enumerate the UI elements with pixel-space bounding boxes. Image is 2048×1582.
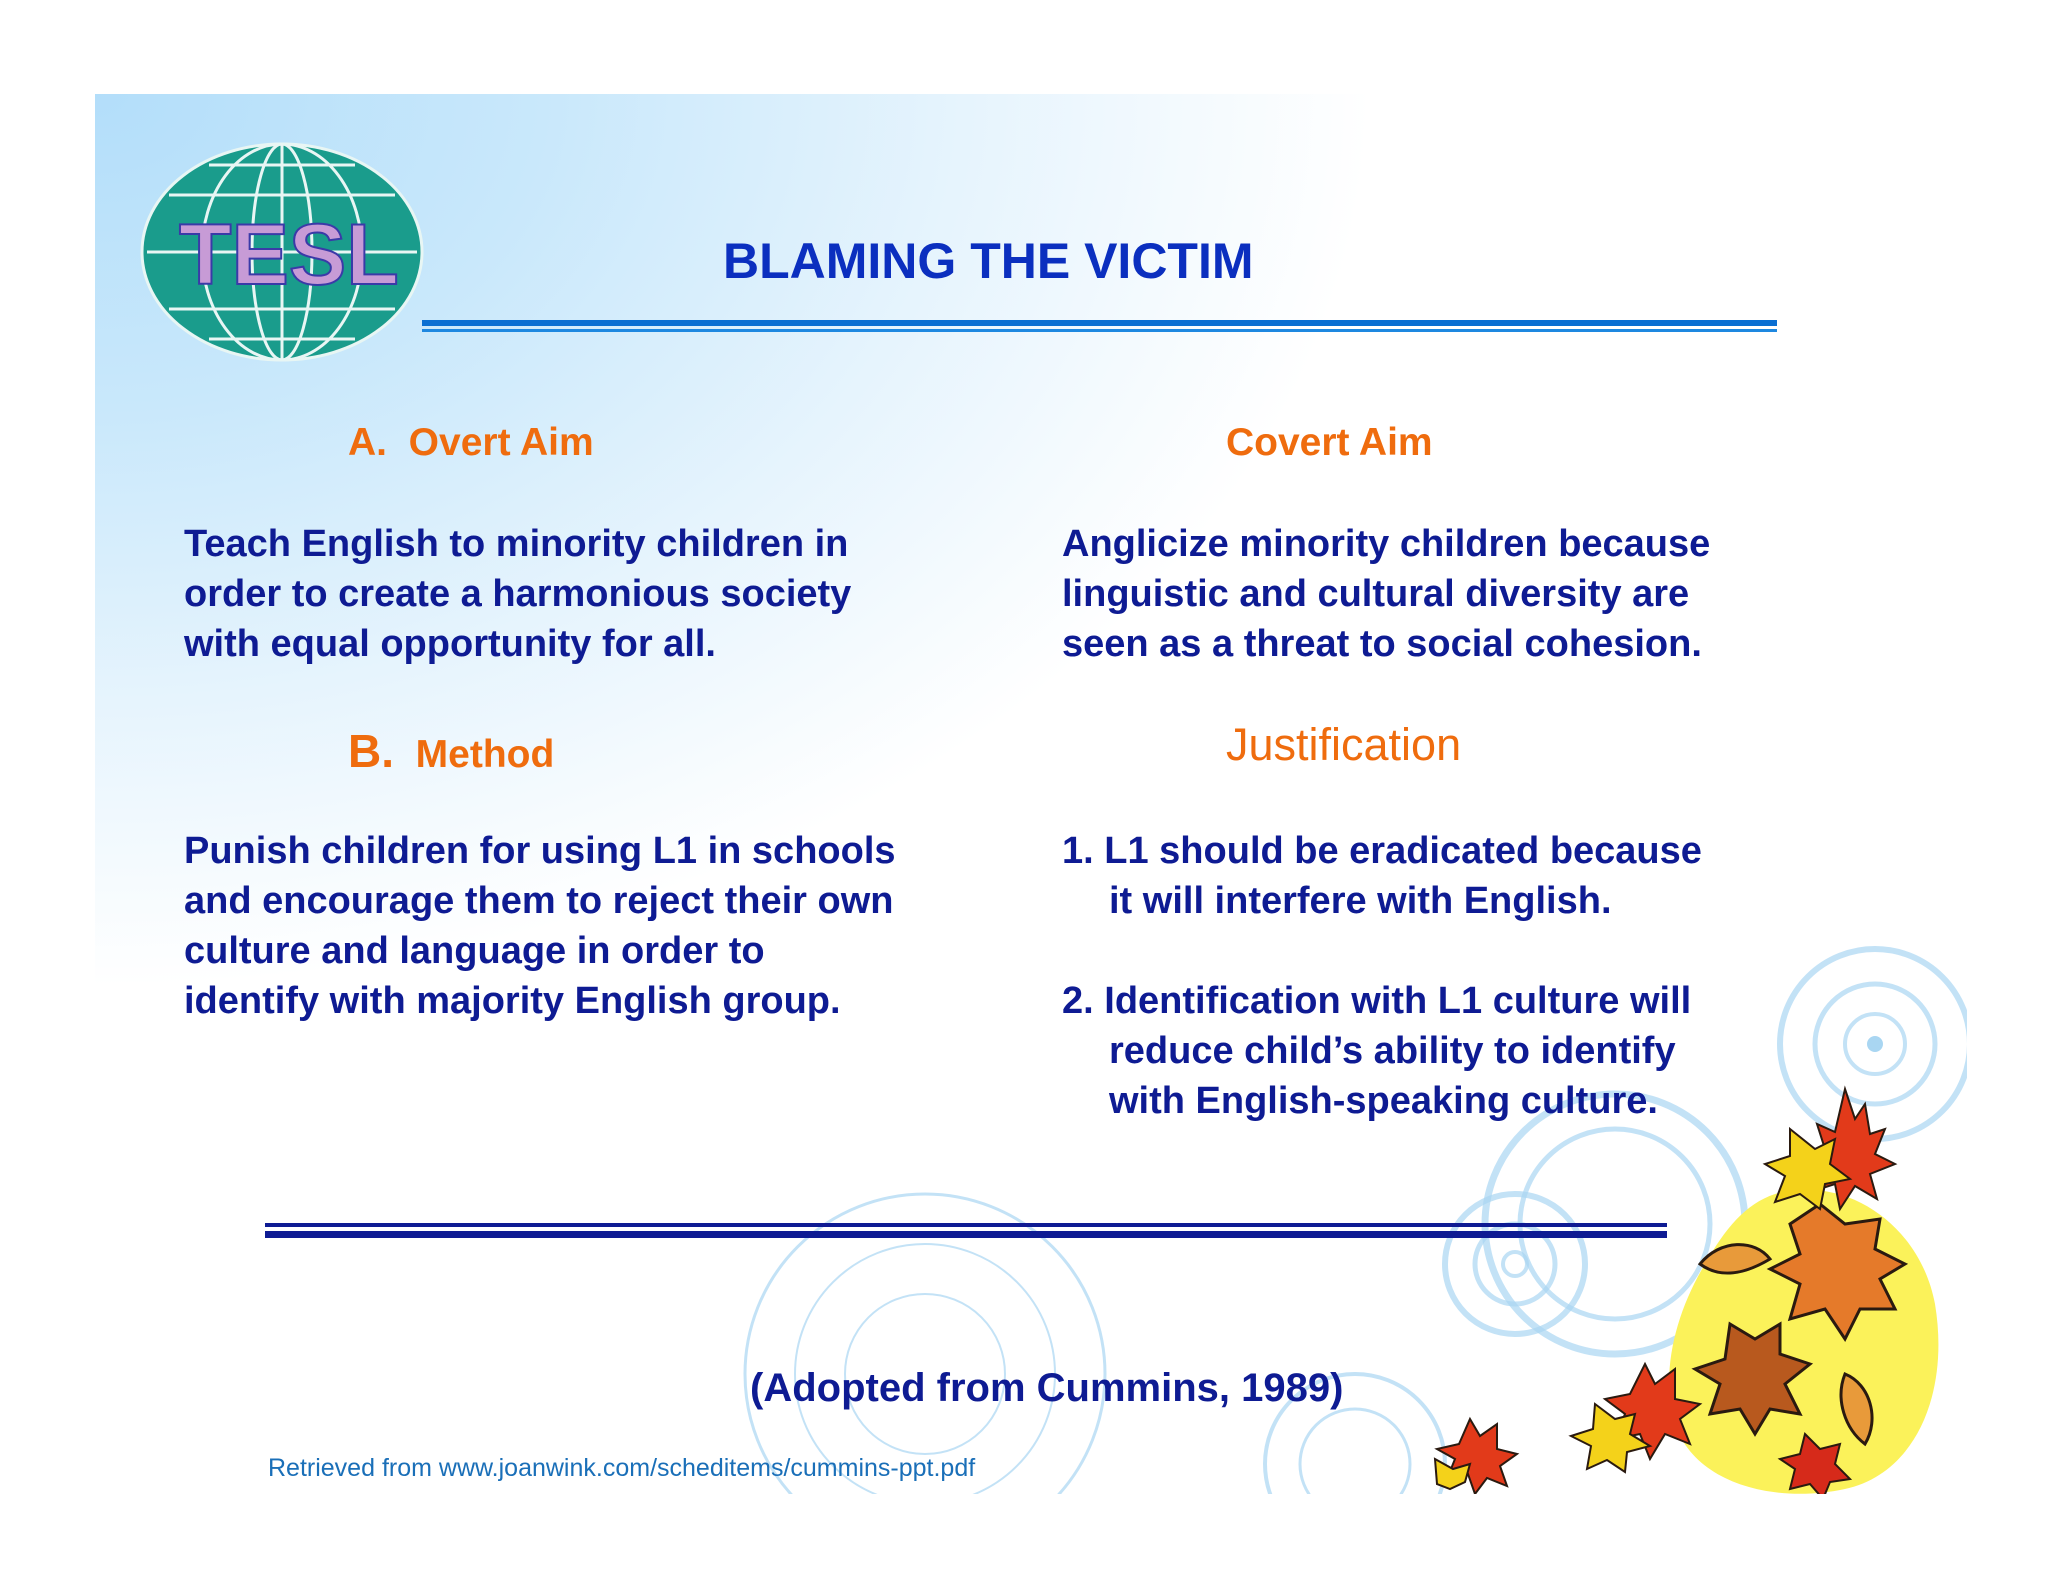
list-item <box>1062 826 1702 876</box>
heading-overt-aim <box>348 421 594 465</box>
text-line: Identification with L1 culture will <box>1104 980 1692 1022</box>
heading-justification: Justification <box>1226 719 1462 770</box>
text-line: culture and language in order to <box>184 930 765 972</box>
overt-aim-paragraph <box>184 519 851 669</box>
heading-covert-aim: Covert Aim <box>1226 421 1433 464</box>
text-line: Punish children for using L1 in schools <box>184 830 896 872</box>
tesl-globe-logo <box>139 140 429 365</box>
list-spacer <box>1062 926 1702 976</box>
heading-b-text: Method <box>415 733 555 776</box>
slide <box>95 94 1967 1494</box>
list-item <box>1062 976 1702 1026</box>
text-line: Anglicize minority children because <box>1062 523 1711 565</box>
citation: (Adopted from Cummins, 1989) <box>750 1366 1344 1410</box>
title-divider <box>422 320 1777 326</box>
text-line: Teach English to minority children in <box>184 523 849 565</box>
logo-text: TESL <box>179 207 399 303</box>
heading-a-text: Overt Aim <box>408 421 594 464</box>
text-line: with English-speaking culture. <box>1109 1080 1658 1122</box>
text-line: it will interfere with English. <box>1109 880 1612 922</box>
heading-method <box>348 724 554 778</box>
list-number: 2. <box>1062 980 1094 1022</box>
text-line: identify with majority English group. <box>184 980 841 1022</box>
text-line: with equal opportunity for all. <box>184 623 716 665</box>
text-line: L1 should be eradicated because <box>1104 830 1702 872</box>
title-divider-thin <box>422 329 1777 332</box>
list-number: 1. <box>1062 830 1094 872</box>
text-line: seen as a threat to social cohesion. <box>1062 623 1702 665</box>
page-title: BLAMING THE VICTIM <box>723 233 1254 289</box>
heading-b-letter: B. <box>348 725 394 777</box>
source-link-text: Retrieved from www.joanwink.com/scheditems/cummins-ppt.pdf <box>268 1454 976 1482</box>
heading-a-letter: A. <box>348 421 387 464</box>
text-line: and encourage them to reject their own <box>184 880 894 922</box>
method-paragraph <box>184 826 896 1026</box>
text-line: order to create a harmonious society <box>184 573 852 615</box>
text-line: reduce child’s ability to identify <box>1109 1030 1676 1072</box>
autumn-leaves-clipart <box>1375 1074 1967 1494</box>
text-line: linguistic and cultural diversity are <box>1062 573 1690 615</box>
covert-aim-paragraph <box>1062 519 1710 669</box>
